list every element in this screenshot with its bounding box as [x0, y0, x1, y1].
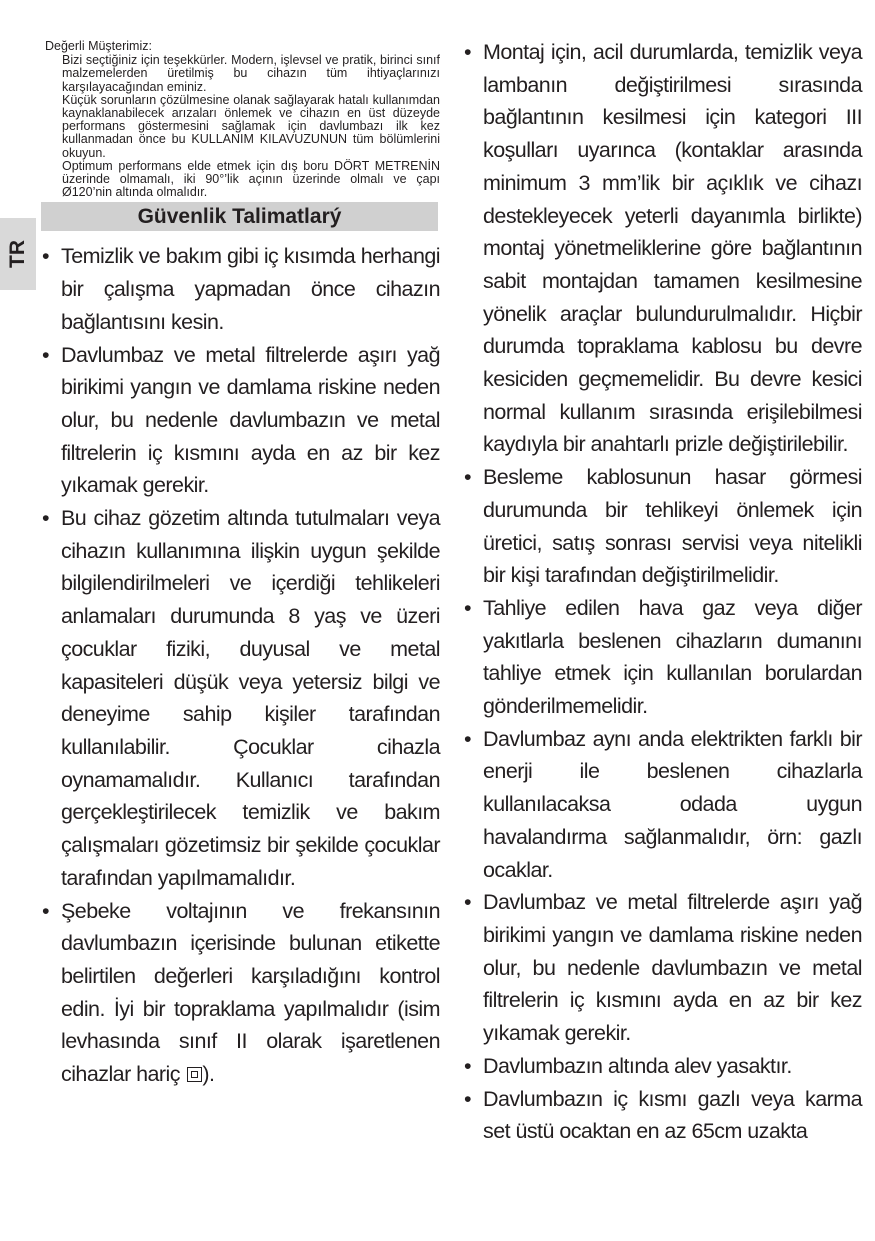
safety-list-left [40, 240, 440, 1090]
intro-block [40, 40, 440, 199]
safety-item: • Davlumbaz aynı anda elektrikten farklı bir enerji ile beslenen cihazlarla kullanılacaksa odada uygun havalandırma sağlanmalıdır, örn: gazlı ocaklar. [462, 723, 862, 887]
section-heading-safety: Güvenlik Talimatlarý [41, 202, 438, 231]
left-column [40, 40, 440, 1091]
class-ii-double-square-icon [187, 1067, 202, 1082]
language-label: TR [6, 240, 29, 268]
grounding-text: Şebeke voltajının ve frekansının davlumbazın içerisinde bulunan etikette belirtilen değerleri karşıladığını kontrol edin. İyi bir topraklama yapılmalıdır (isim levhasında sınıf II olarak işaretlenen cihazlar hariç [61, 898, 440, 1087]
safety-item-grounding [40, 895, 440, 1091]
safety-item: • Davlumbaz ve metal filtrelerde aşırı yağ birikimi yangın ve damlama riskine neden olur, bu nedenle davlumbazın ve metal filtrelerin iç kısmını ayda en az bir kez yıkamak gerekir. [462, 886, 862, 1050]
grounding-closing: ). [202, 1062, 215, 1087]
safety-item: • Temizlik ve bakım gibi iç kısımda herhangi bir çalışma yapmadan önce cihazın bağlantısını kesin. [40, 240, 440, 338]
safety-item: • Besleme kablosunun hasar görmesi durumunda bir tehlikeyi önlemek için üretici, satış sonrası servisi veya nitelikli bir kişi tarafından değiştirilmelidir. [462, 461, 862, 592]
intro-paragraph: Bizi seçtiğiniz için teşekkürler. Modern, işlevsel ve pratik, birinci sınıf malzemelerden üretilmiş bu cihazın tüm ihtiyaçlarınızı karşılayacağından eminiz. [62, 53, 440, 94]
safety-list-right [462, 36, 862, 1148]
safety-item: • Bu cihaz gözetim altında tutulmaları veya cihazın kullanımına ilişkin uygun şekilde bilgilendirilmeleri ve içerdiği tehlikeleri anlamaları durumunda 8 yaş ve üzeri çocuklar fiziki, duyusal ve metal kapasiteleri düşük veya yetersiz bilgi ve deneyime sahip kişiler tarafından kullanılabilir. Çocuklar cihazla oynamamalıdır. Kullanıcı tarafından gerçekleştirilecek temizlik ve bakım çalışmaları gözetimsiz bir şekilde çocuklar tarafından yapılmamalıdır. [40, 502, 440, 894]
right-column [462, 40, 862, 1148]
safety-item: • Tahliye edilen hava gaz veya diğer yakıtlarla beslenen cihazların dumanını tahliye etmek için kullanılan borulardan gönderilmemelidir. [462, 592, 862, 723]
intro-paragraph: Optimum performans elde etmek için dış boru DÖRT METRENİN üzerinde olmamalı, iki 90°’lik açının üzerinde olmalı ve çapı Ø120’nin altında olmalıdır. [62, 158, 440, 200]
safety-item: • Davlumbaz ve metal filtrelerde aşırı yağ birikimi yangın ve damlama riskine neden olur, bu nedenle davlumbazın ve metal filtrelerin iç kısmını ayda en az bir kez yıkamak gerekir. [40, 339, 440, 503]
greeting: Değerli Müşterimiz: [45, 39, 152, 53]
safety-item: • Montaj için, acil durumlarda, temizlik veya lambanın değiştirilmesi sırasında bağlantının kesilmesi için kategori III koşulları uyarınca (kontaklar arasında minimum 3 mm’lik bir açıklık ve cihazı destekleyecek yeterli dayanımla birlikte) montaj yönetmeliklerine göre bağlantının sabit montajdan tamamen kesilmesine yönelik araçlar bulundurulmalıdır. Hiçbir durumda topraklama kablosu bu devre kesiciden geçmemelidir. Bu devre kesici normal kullanım sırasında erişilebilmesi kaydıyla bir anahtarlı prizle değiştirilebilir. [462, 36, 862, 461]
intro-paragraph: Küçük sorunların çözülmesine olanak sağlayarak hatalı kullanımdan kaynaklanabilecek arızaları önlemek ve cihazın en üst düzeyde performans göstermesini sağlamak için davlumbazı ilk kez kullanmadan önce bu KULLANIM KILAVUZUNUN tüm bölümlerini okuyun. [62, 92, 440, 160]
safety-item: • Davlumbazın altında alev yasaktır. [462, 1050, 862, 1083]
safety-item: • Davlumbazın iç kısmı gazlı veya karma set üstü ocaktan en az 65cm uzakta [462, 1083, 862, 1148]
